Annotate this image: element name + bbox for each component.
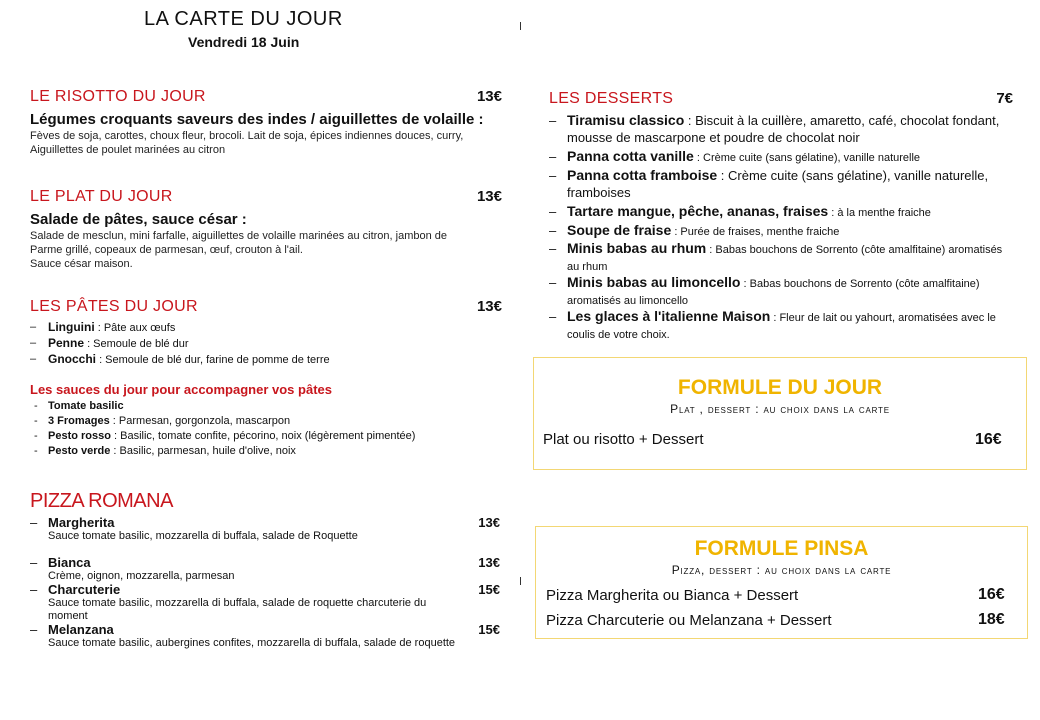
formule-pinsa-line: Pizza Margherita ou Bianca + Dessert [546, 587, 799, 604]
formule-jour-price: 16€ [975, 431, 1002, 448]
pizza-desc: Sauce tomate basilic, mozzarella di buffala, salade de roquette charcuterie du moment [48, 597, 427, 622]
formule-jour-box [533, 357, 1027, 470]
risotto-price: 13€ [476, 88, 502, 105]
list-item: - Tomate basilic [34, 400, 124, 412]
page-title: LA CARTE DU JOUR [144, 8, 343, 30]
list-item: – Minis babas au limoncello : Babas bouchons de Sorrento (côte amalfitaine) aromatisés au limoncello [549, 274, 980, 307]
pates-heading: LES PÂTES DU JOUR [30, 298, 198, 315]
margin-tick [520, 577, 521, 585]
list-item: – Les glaces à l'italienne Maison : Fleur de lait ou yahourt, aromatisées avec le coulis de votre choix. [549, 308, 996, 341]
formule-pinsa-price: 16€ [978, 586, 1005, 603]
plat-desc: Salade de mesclun, mini farfalle, aiguillettes de volaille marinées au citron, jambon de Parme grillé, copeaux de parmesan, œuf, crouton à l'ail. [30, 230, 448, 256]
formule-pinsa-line: Pizza Charcuterie ou Melanzana + Dessert [546, 612, 832, 629]
formule-pinsa-price: 18€ [978, 611, 1005, 628]
pizza-heading: PIZZA ROMANA [30, 490, 173, 512]
risotto-heading: LE RISOTTO DU JOUR [30, 88, 206, 105]
risotto-dish: Légumes croquants saveurs des indes / aiguillettes de volaille : [30, 111, 484, 128]
pizza-desc: Crème, oignon, mozzarella, parmesan [48, 570, 235, 582]
pizza-name: Melanzana [48, 622, 114, 637]
desserts-list [549, 112, 1013, 343]
pates-list [30, 320, 502, 368]
list-item: - Pesto verde : Basilic, parmesan, huile d'olive, noix [34, 445, 296, 457]
pizza-item: – Charcuterie 15€ Sauce tomate basilic, mozzarella di buffala, salade de roquette charcuterie du moment [30, 582, 500, 622]
pizza-desc: Sauce tomate basilic, mozzarella di buffala, salade de Roquette [48, 530, 358, 542]
pates-section [30, 298, 502, 368]
formule-pinsa-subtitle: Pizza, dessert : au choix dans la carte [671, 563, 892, 577]
pizza-name: Margherita [48, 515, 115, 530]
plat-dish: Salade de pâtes, sauce césar : [30, 211, 247, 228]
risotto-desc: Fèves de soja, carottes, choux fleur, brocoli. Lait de soja, épices indiennes douces, curry, Aiguillettes de poulet marinées au citron [30, 130, 464, 156]
sauces-section [30, 382, 502, 459]
desserts-heading: LES DESSERTS [549, 90, 674, 107]
list-item: – Penne : Semoule de blé dur [30, 336, 189, 350]
pizza-desc: Sauce tomate basilic, aubergines confites, mozzarella di buffala, salade de roquette [48, 637, 456, 649]
formule-jour-subtitle: Plat , dessert : au choix dans la carte [670, 402, 890, 416]
pizza-price: 13€ [478, 555, 500, 570]
formule-pinsa-box [535, 526, 1028, 639]
pizza-price: 15€ [478, 582, 500, 597]
list-item: – Tiramisu classico : Biscuit à la cuillère, amaretto, café, chocolat fondant, mousse de mascarpone et poudre de chocolat noir [549, 112, 1000, 145]
plat-price: 13€ [476, 188, 502, 205]
formule-jour-title: FORMULE DU JOUR [677, 376, 883, 399]
plat-section [30, 188, 502, 271]
list-item: - 3 Fromages : Parmesan, gorgonzola, mascarpon [34, 415, 291, 427]
pizza-name: Bianca [48, 555, 91, 570]
list-item: – Tartare mangue, pêche, ananas, fraises : à la menthe fraiche [549, 203, 931, 219]
pizza-name: Charcuterie [48, 582, 121, 597]
list-item: – Soupe de fraise : Purée de fraises, menthe fraiche [549, 222, 840, 238]
pizza-item: – Bianca 13€ Crème, oignon, mozzarella, parmesan [30, 555, 500, 582]
menu-date: Vendredi 18 Juin [188, 34, 300, 50]
pizza-price: 13€ [478, 515, 500, 530]
plat-heading: LE PLAT DU JOUR [30, 188, 173, 205]
list-item: – Panna cotta vanille : Crème cuite (sans gélatine), vanille naturelle [549, 148, 921, 164]
risotto-section [30, 88, 502, 157]
list-item: – Panna cotta framboise : Crème cuite (sans gélatine), vanille naturelle, framboises [549, 167, 989, 200]
pizza-item: – Margherita 13€ Sauce tomate basilic, mozzarella di buffala, salade de Roquette [30, 515, 500, 542]
plat-desc-sauce: Sauce césar maison. [30, 258, 133, 270]
list-item: – Linguini : Pâte aux œufs [30, 320, 176, 334]
list-item: – Gnocchi : Semoule de blé dur, farine de pomme de terre [30, 352, 330, 366]
list-item: – Minis babas au rhum : Babas bouchons de Sorrento (côte amalfitaine) aromatisés au rhum [549, 240, 1003, 273]
pizza-item: – Melanzana 15€ Sauce tomate basilic, aubergines confites, mozzarella di buffala, salade de roquette [30, 622, 500, 649]
pizza-price: 15€ [478, 622, 500, 637]
formule-jour-line: Plat ou risotto + Dessert [543, 431, 704, 448]
desserts-section [549, 90, 1013, 343]
pates-price: 13€ [476, 298, 502, 315]
formule-pinsa-title: FORMULE PINSA [694, 537, 869, 560]
desserts-price: 7€ [996, 90, 1013, 107]
margin-tick [520, 22, 521, 30]
sauces-heading: Les sauces du jour pour accompagner vos pâtes [30, 382, 332, 397]
list-item: - Pesto rosso : Basilic, tomate confite, pécorino, noix (légèrement pimentée) [34, 430, 416, 442]
sauces-list [30, 399, 502, 459]
